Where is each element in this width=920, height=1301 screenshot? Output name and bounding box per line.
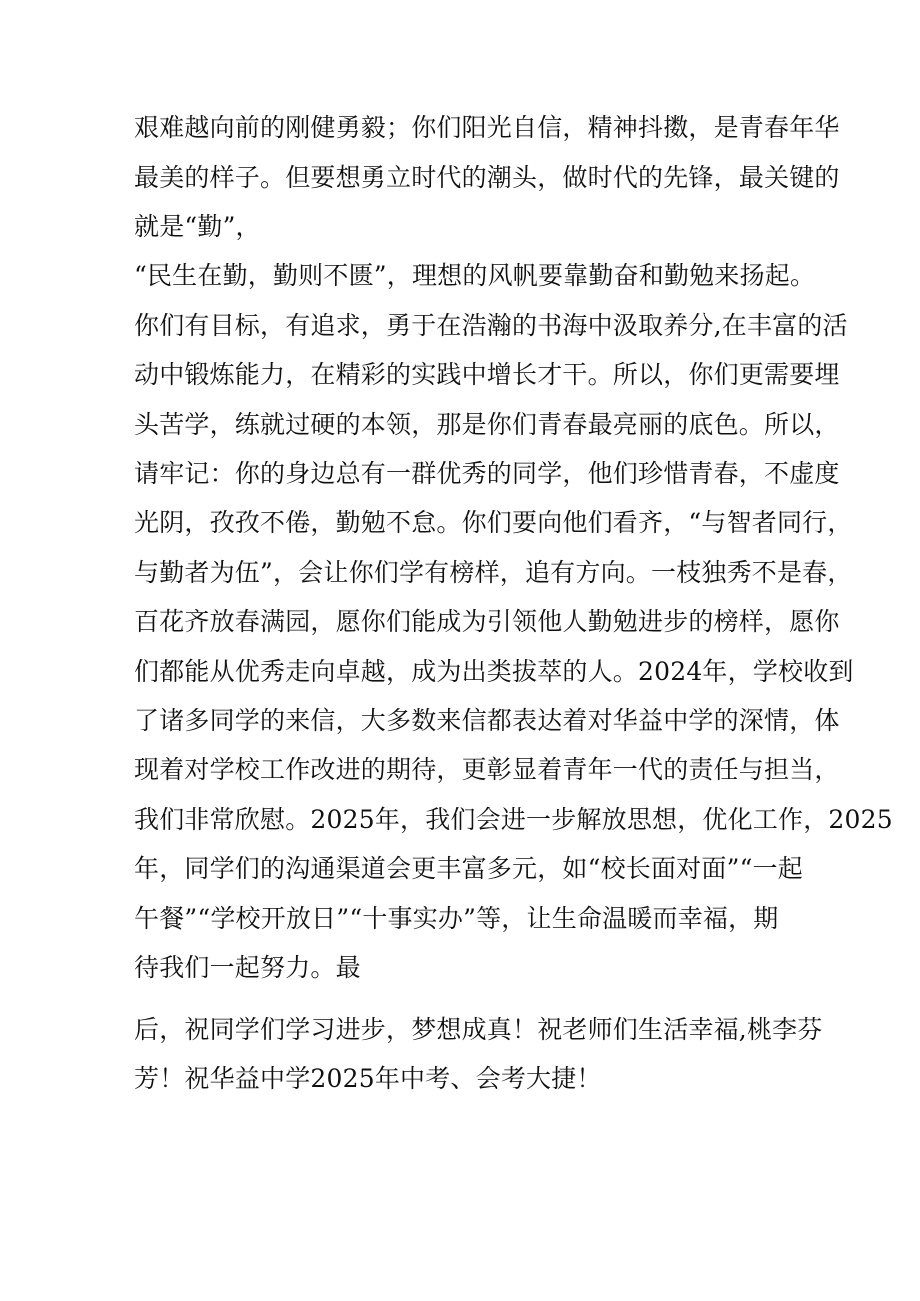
text-line: 与勤者为伍”，会让你们学有榜样，追有方向。一枝独秀不是春，	[134, 558, 853, 587]
text-line: 你们有目标，有追求，勇于在浩瀚的书海中汲取养分,在丰富的活	[134, 311, 848, 340]
text-line: 动中锻炼能力，在精彩的实践中增长才干。所以，你们更需要埋	[134, 360, 840, 389]
text-line: 我们非常欣慰。2025年，我们会进一步解放思想，优化工作，2025	[134, 805, 893, 834]
text-line: 请牢记：你的身边总有一群优秀的同学，他们珍惜青春，不虚度	[134, 459, 840, 488]
text-line: 百花齐放春满园，愿你们能成为引领他人勤勉进步的榜样，愿你	[134, 607, 840, 636]
text-line: 们都能从优秀走向卓越，成为出类拔萃的人。2024年，学校收到	[134, 657, 854, 686]
text-line: 艰难越向前的刚健勇毅；你们阳光自信，精神抖擞，是青春年华	[134, 113, 840, 142]
text-line: 最美的样子。但要想勇立时代的潮头，做时代的先锋，最关键的	[134, 163, 840, 192]
text-line: “民生在勤，勤则不匮”，理想的风帆要靠勤奋和勤勉来扬起。	[134, 261, 816, 290]
text-line: 就是“勤”，	[134, 212, 261, 241]
text-line: 芳！祝华益中学2025年中考、会考大捷！	[134, 1064, 602, 1093]
text-line: 后，祝同学们学习进步，梦想成真！祝老师们生活幸福,桃李芬	[134, 1015, 823, 1044]
text-line: 光阴，孜孜不倦，勤勉不怠。你们要向他们看齐，“与智者同行，	[134, 508, 853, 537]
text-line: 待我们一起努力。最	[134, 953, 361, 982]
text-line: 年，同学们的沟通渠道会更丰富多元，如“校长面对面”“一起	[134, 854, 803, 883]
text-line: 了诸多同学的来信，大多数来信都表达着对华益中学的深情，体	[134, 706, 840, 735]
text-line: 头苦学，练就过硬的本领，那是你们青春最亮丽的底色。所以，	[134, 410, 840, 439]
text-line: 现着对学校工作改进的期待，更彰显着青年一代的责任与担当，	[134, 755, 840, 784]
text-line: 午餐”“学校开放日”“十事实办”等，让生命温暖而幸福，期	[134, 904, 779, 933]
